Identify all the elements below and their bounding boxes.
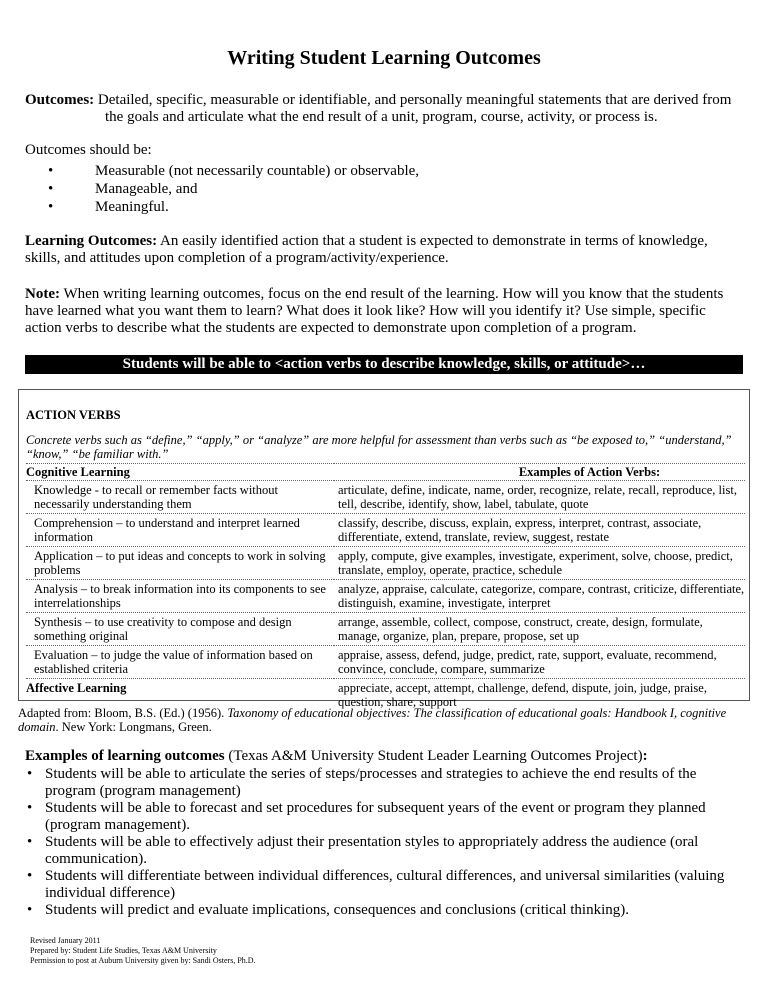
outcomes-text: Detailed, specific, measurable or identifiable, and personally meaningful statements that are derived from the goals and articulate what the end result of a unit, program, course, activity, or process is. — [94, 92, 732, 125]
citation — [18, 706, 758, 734]
affective-verbs-cell: appreciate, accept, attempt, challenge, defend, dispute, join, judge, praise, question, share, support — [338, 681, 707, 709]
table-row — [26, 481, 745, 514]
verbs-cell: classify, describe, discuss, explain, express, interpret, contrast, associate, differentiate, extend, translate, review, suggest, restate — [334, 514, 745, 547]
note-label: Note: — [25, 286, 60, 302]
footer — [30, 936, 256, 966]
action-verbs-intro: Concrete verbs such as “define,” “apply,” or “analyze” are more helpful for assessment than verbs such as “be exposed to,” “understand,” “know,” “be familiar with.” — [26, 433, 732, 461]
examples-list — [25, 766, 743, 919]
examples-colon: : — [642, 748, 648, 764]
taxonomy-table — [26, 463, 745, 711]
list-item: • Students will be able to effectively adjust their presentation styles to appropriately address the audience (oral communication). — [25, 834, 743, 868]
table-row — [26, 580, 745, 613]
col-header-examples: Examples of Action Verbs: — [334, 464, 745, 481]
note-text: When writing learning outcomes, focus on the end result of the learning. How will you know that the students have learned what you want them to learn? What does it look like? How will you identify it? Use simple, specific action verbs to describe what the students are expected to demonstrate upon completion of a program. — [25, 286, 724, 336]
list-item: • Students will differentiate between individual differences, cultural differences, and universal similarities (valuing individual difference) — [25, 868, 743, 902]
learning-outcomes-label: Learning Outcomes: — [25, 233, 158, 249]
list-item: • Students will be able to forecast and set procedures for subsequent years of the event or program they planned (program management). — [25, 800, 743, 834]
outcomes-definition — [25, 92, 743, 126]
table-row — [26, 547, 745, 580]
footer-permission: Permission to post at Auburn University given by: Sandi Osters, Ph.D. — [30, 956, 256, 965]
action-verb-banner: Students will be able to <action verbs to describe knowledge, skills, or attitude>… — [25, 355, 743, 374]
table-row — [26, 514, 745, 547]
level-cell: Synthesis – to use creativity to compose and design something original — [26, 613, 334, 646]
list-item: • Students will be able to articulate the series of steps/processes and strategies to achieve the end results of the program (program management) — [25, 766, 743, 800]
citation-before: Adapted from: Bloom, B.S. (Ed.) (1956). — [18, 706, 228, 720]
table-row — [26, 613, 745, 646]
outcomes-label: Outcomes: — [25, 92, 95, 108]
examples-source: (Texas A&M University Student Leader Learning Outcomes Project) — [224, 748, 643, 764]
page-title: Writing Student Learning Outcomes — [227, 47, 541, 69]
citation-title: Taxonomy of educational objectives: The classification of educational goals: Handbook I, cognitive domain — [18, 706, 727, 734]
level-cell: Knowledge - to recall or remember facts without necessarily understanding them — [26, 481, 334, 514]
verbs-cell: appraise, assess, defend, judge, predict, rate, support, evaluate, recommend, convince, conclude, compare, summarize — [334, 646, 745, 679]
level-cell: Comprehension – to understand and interpret learned information — [26, 514, 334, 547]
footer-revised: Revised January 2011 — [30, 936, 101, 945]
list-item: • Students will predict and evaluate implications, consequences and conclusions (critical thinking). — [25, 902, 743, 919]
verbs-cell: analyze, appraise, calculate, categorize, compare, contrast, criticize, differentiate, distinguish, examine, investigate, interpret — [334, 580, 745, 613]
criteria-item: • Manageable, and — [25, 180, 419, 198]
learning-outcomes-definition — [25, 233, 743, 267]
verbs-cell: arrange, assemble, collect, compose, construct, create, design, formulate, manage, organize, plan, prepare, propose, set up — [334, 613, 745, 646]
note-paragraph — [25, 286, 743, 337]
examples-label: Examples of learning outcomes — [25, 748, 225, 764]
citation-after: . New York: Longmans, Green. — [55, 720, 212, 734]
action-verbs-title: ACTION VERBS — [26, 408, 121, 422]
verbs-cell: apply, compute, give examples, investigate, experiment, solve, choose, predict, translate, employ, operate, practice, schedule — [334, 547, 745, 580]
footer-prepared: Prepared by: Student Life Studies, Texas A&M University — [30, 946, 217, 955]
criteria-item: • Measurable (not necessarily countable) or observable, — [25, 162, 419, 180]
table-header-row — [26, 464, 745, 481]
verbs-cell: articulate, define, indicate, name, order, recognize, relate, recall, reproduce, list, tell, describe, identify, show, label, tabulate, quote — [334, 481, 745, 514]
action-verbs-box — [18, 389, 750, 709]
should-be-intro: Outcomes should be: — [25, 142, 152, 158]
criteria-list — [25, 162, 419, 216]
criteria-item: • Meaningful. — [25, 198, 419, 216]
examples-heading — [25, 748, 743, 765]
col-header-cognitive: Cognitive Learning — [26, 464, 334, 481]
level-cell: Evaluation – to judge the value of information based on established criteria — [26, 646, 334, 679]
level-cell: Analysis – to break information into its components to see interrelationships — [26, 580, 334, 613]
learning-outcomes-text: An easily identified action that a student is expected to demonstrate in terms of knowledge, skills, and attitudes upon completion of a program/activity/experience. — [25, 233, 708, 266]
affective-label: Affective Learning — [26, 681, 127, 695]
level-cell: Application – to put ideas and concepts to work in solving problems — [26, 547, 334, 580]
table-row — [26, 646, 745, 679]
